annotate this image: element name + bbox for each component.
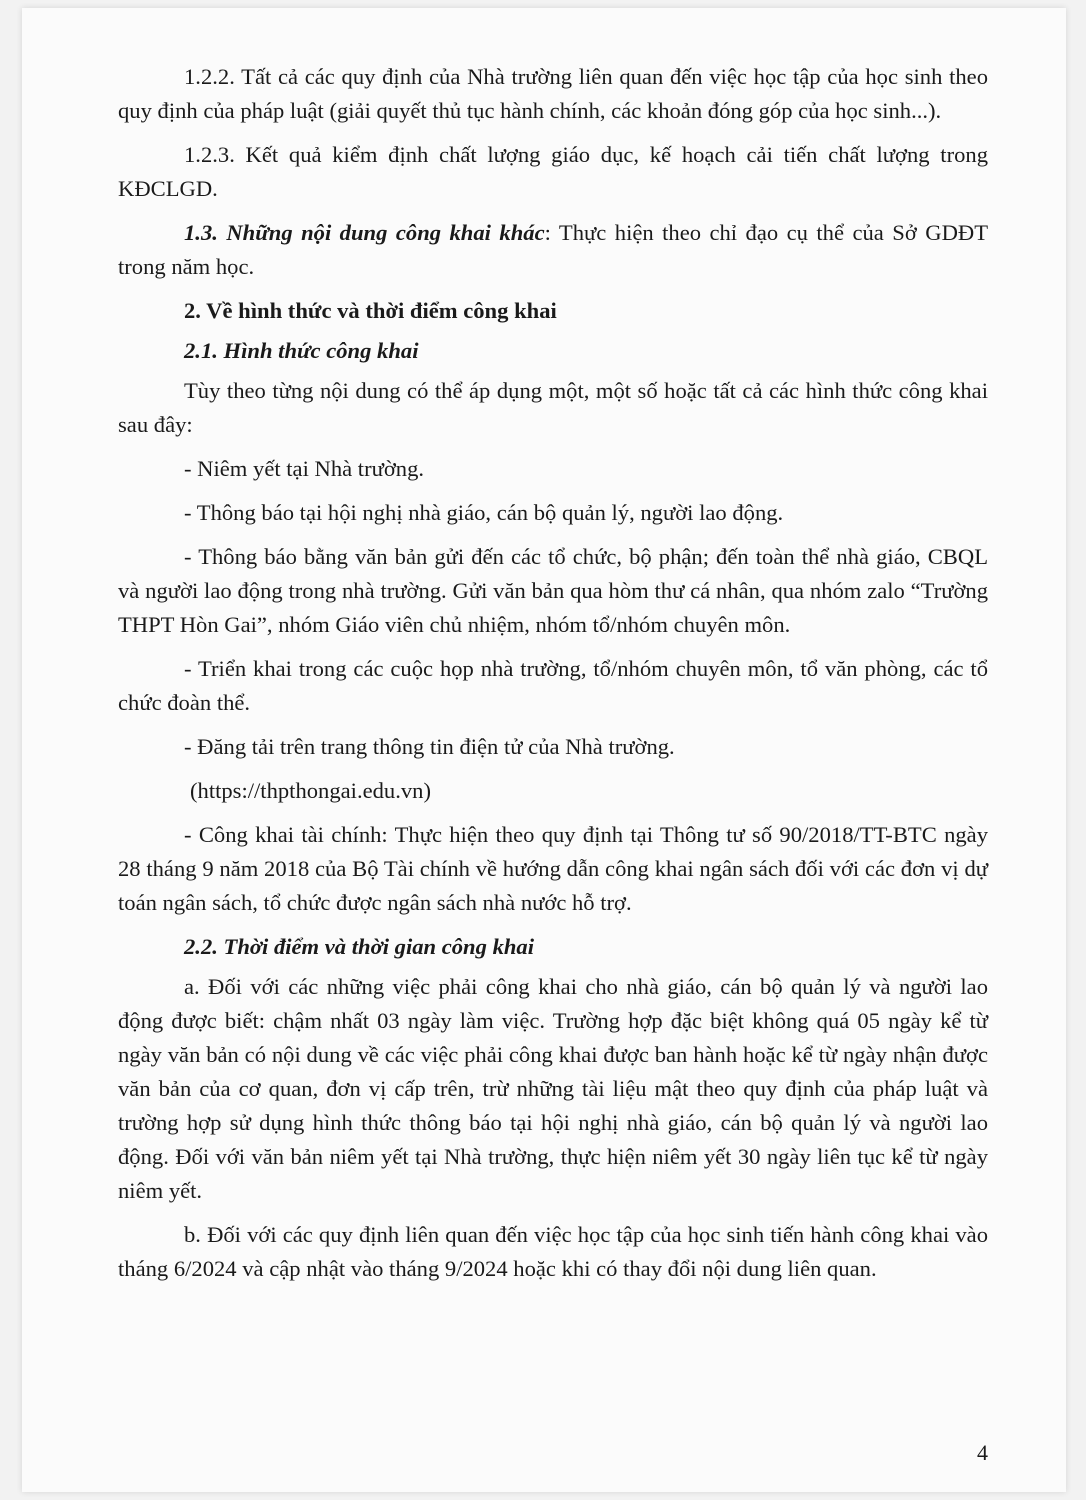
bullet-dang-tai: - Đăng tải trên trang thông tin điện tử của Nhà trường. (184, 734, 675, 759)
paragraph-intro: Tùy theo từng nội dung có thể áp dụng một, một số hoặc tất cả các hình thức công khai sau đây: (118, 378, 988, 437)
bullet-niem-yet: - Niêm yết tại Nhà trường. (184, 456, 425, 481)
bullet-van-ban: - Thông báo bằng văn bản gửi đến các tổ chức, bộ phận; đến toàn thể nhà giáo, CBQL và người lao động trong nhà trường. Gửi văn bản qua hòm thư cá nhân, qua nhóm zalo “Trường THPT Hòn Gai”, nhóm Giáo viên chủ nhiệm, nhóm tổ/nhóm chuyên môn. (118, 544, 988, 637)
paragraph-1-3-text: : Thực hiện theo chỉ đạo cụ thể của Sở GDĐT trong năm học. (118, 220, 988, 279)
bullet-cuoc-hop: - Triển khai trong các cuộc họp nhà trường, tổ/nhóm chuyên môn, tổ văn phòng, các tổ chức đoàn thể. (118, 656, 988, 715)
heading-2-2: 2.2. Thời điểm và thời gian công khai (184, 934, 535, 959)
paragraph-1-3 (118, 216, 988, 284)
bullet-tai-chinh: - Công khai tài chính: Thực hiện theo quy định tại Thông tư số 90/2018/TT-BTC ngày 28 tháng 9 năm 2018 của Bộ Tài chính về hướng dẫn công khai ngân sách đối với các đơn vị dự toán ngân sách, tổ chức được ngân sách nhà nước hỗ trợ. (118, 822, 988, 915)
bullet-hoi-nghi: - Thông báo tại hội nghị nhà giáo, cán bộ quản lý, người lao động. (184, 500, 784, 525)
paragraph-1-2-2: 1.2.2. Tất cả các quy định của Nhà trường liên quan đến việc học tập của học sinh theo quy định của pháp luật (giải quyết thủ tục hành chính, các khoản đóng góp của học sinh...). (118, 64, 988, 123)
heading-2-1: 2.1. Hình thức công khai (184, 338, 419, 363)
paragraph-a: a. Đối với các những việc phải công khai cho nhà giáo, cán bộ quản lý và người lao động được biết: chậm nhất 03 ngày làm việc. Trường hợp đặc biệt không quá 05 ngày kể từ ngày văn bản có nội dung về các việc phải công khai được ban hành hoặc kể từ ngày nhận được văn bản của cơ quan, đơn vị cấp trên, trừ những tài liệu mật theo quy định của pháp luật và trường hợp sử dụng hình thức thông báo tại hội nghị nhà giáo, cán bộ quản lý và người lao động. Đối với văn bản niêm yết tại Nhà trường, thực hiện niêm yết 30 ngày liên tục kể từ ngày niêm yết. (118, 974, 988, 1203)
paragraph-1-2-3: 1.2.3. Kết quả kiểm định chất lượng giáo dục, kế hoạch cải tiến chất lượng trong KĐCLGD. (118, 142, 988, 201)
heading-1-3: 1.3. Những nội dung công khai khác (184, 220, 545, 245)
page-number: 4 (977, 1440, 988, 1465)
heading-2: 2. Về hình thức và thời điểm công khai (184, 298, 557, 323)
document-page (22, 8, 1066, 1492)
website-url: (https://thpthongai.edu.vn) (190, 778, 431, 803)
document-body (118, 60, 988, 1286)
paragraph-b: b. Đối với các quy định liên quan đến việc học tập của học sinh tiến hành công khai vào tháng 6/2024 và cập nhật vào tháng 9/2024 hoặc khi có thay đổi nội dung liên quan. (118, 1222, 988, 1281)
